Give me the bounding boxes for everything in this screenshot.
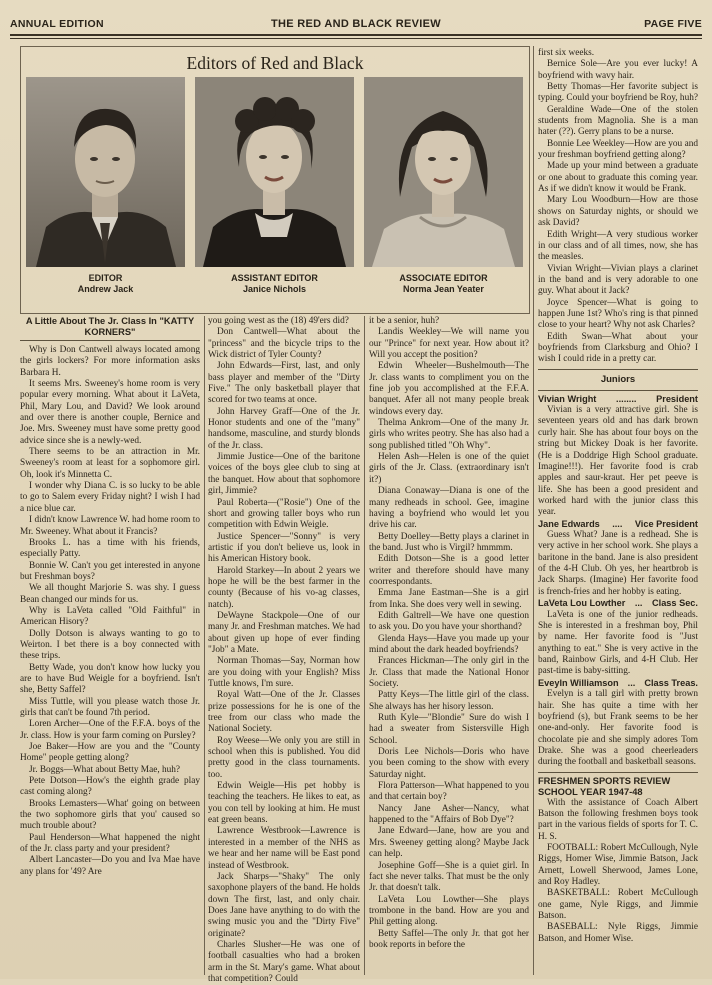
sports-item: BASEBALL: Nyle Riggs, Jimmie Batson, and Homer Wise. xyxy=(538,922,698,944)
officer-name: Eveyln Williamson xyxy=(538,677,619,688)
officer-bio: Vivian is a very attractive girl. She is seventeen years old and has dark brown curly hair. She has about four boys on the string but Mickey Doak is her favorite. (He is a Doddrige High School graduate. Imagine!!!). Her favorite food is crab apples and saur-kraut. Her pet peeve is life. She has been a good president and worked hard with the junior class this year. xyxy=(538,405,698,518)
column-rule xyxy=(204,316,205,975)
officer-dots: ........ xyxy=(616,393,637,404)
paragraph: it be a senior, huh? xyxy=(369,316,440,326)
paragraph: Vivian Wright—Vivian plays a clarinet in the band and is very adorable to one guy. What about it Jack? xyxy=(538,263,698,297)
korners-column-3 xyxy=(369,316,529,977)
assistant-editor-role: ASSISTANT EDITOR xyxy=(231,273,318,283)
sports-item: BASKETBALL: Robert McCullough one game, Nyle Riggs, and Jimmie Batson. xyxy=(538,888,698,922)
sports-intro: With the assistance of Coach Albert Batson the following freshmen boys took part in the various fields of sports for T. C. H. S. xyxy=(538,797,698,842)
column-rule xyxy=(364,316,365,975)
korners-heading-rule xyxy=(20,340,200,341)
associate-editor-photo xyxy=(364,77,523,267)
paragraph: Brooks Lemasters—What' going on between the two sophomore girls that you' caused so much trouble about? xyxy=(20,798,200,832)
header-rule xyxy=(10,34,702,36)
paragraph: Miss Tuttle, will you please watch those Jr. girls that can't be found 7th period. xyxy=(20,696,200,718)
paragraph: Edith Galtrell—We have one question to ask you. Do you have your shorthand? xyxy=(369,610,529,633)
editor-photo xyxy=(26,77,185,267)
right-column xyxy=(538,48,698,977)
paragraph: Paul Roberta—("Rosie") One of the short and growing taller boys who run competition with Edwin Weigle. xyxy=(208,497,360,531)
section-rule xyxy=(538,390,698,391)
header-edition: ANNUAL EDITION xyxy=(10,18,104,30)
paragraph: Charles Slusher—He was one of football casualties who had a broken arm in the St. Mary's game. What about that competition? Could xyxy=(208,939,360,984)
header-page-number: PAGE FIVE xyxy=(644,18,702,30)
paragraph: Glenda Hays—Have you made up your mind about the dark headed boyfriends? xyxy=(369,633,529,655)
paragraph: John Harvey Graff—One of the Jr. Honor students and one of the "many" handsome, masculine, and sturdy blonds of the Jr. class. xyxy=(208,406,360,451)
paragraph: Geraldine Wade—One of the stolen students from Magnolia. She is a man hater (??). Gerry plans to be a nurse. xyxy=(538,104,698,138)
paragraph: Justice Spencer—"Sonny" is very artistic if you don't believe us, look in his American History book. xyxy=(208,531,360,565)
associate-editor-role: ASSOCIATE EDITOR xyxy=(399,273,488,283)
officer-line xyxy=(538,678,698,690)
juniors-heading: Juniors xyxy=(600,373,636,385)
paragraph: first six weeks. xyxy=(538,48,595,58)
paragraph: Betty Thomas—Her favorite subject is typing. Could your boyfriend be Roy, huh? xyxy=(538,82,699,104)
paragraph: Made up your mind between a graduate or one about to graduate this coming year. As if we didn't know it would be Frank. xyxy=(538,161,698,195)
officer-line xyxy=(538,598,698,610)
paragraph: Ruth Kyle—"Blondie" Sure do wish I had a sweater from Sistersville High School. xyxy=(369,713,529,746)
associate-editor-name: Norma Jean Yeater xyxy=(403,284,484,294)
paragraph: DeWayne Stackpole—One of our many Jr. and Freshman matches. We had about given up hope of ever finding "Job" a Mate. xyxy=(208,610,360,655)
assistant-editor-caption xyxy=(195,273,354,295)
section-rule xyxy=(538,369,698,370)
paragraph: Lawrence Westbrook—Lawrence is interested in a member of the NHS as we hear and her name will be East pond instead of Westbrook. xyxy=(208,826,360,871)
paragraph: Roy Weese—We only you are still in school when this is published. You did pretty good in the class tournaments. too. xyxy=(208,735,360,780)
sports-item: FOOTBALL: Robert McCullough, Nyle Riggs, Homer Wise, Jimmie Batson, Jack Arnett, Lowell Sherwood, James Lone, and Roy Hadley. xyxy=(538,842,698,887)
officer-title: President xyxy=(656,393,698,404)
editors-title: Editors of Red and Black xyxy=(186,53,364,73)
paragraph: Bernice Sole—Are you ever lucky! A boyfriend with wavy hair. xyxy=(538,59,698,81)
page-header xyxy=(10,14,702,36)
paragraph: Bonnie W. Can't you get interested in anyone but Freshman boys? xyxy=(20,560,200,582)
officer-name: LaVeta Lou Lowther xyxy=(538,598,626,609)
paragraph: It seems Mrs. Sweeney's home room is very popular every morning. What about it LaVeta, Phil, Mary Lou, and David? We look around and over there is another couple, Bernice and Joe. Mrs. Sweeney must have some pretty good advice since she is a newly-wed. xyxy=(20,379,200,446)
officer-name: Vivian Wright xyxy=(538,393,597,404)
korners-column-1 xyxy=(20,316,200,977)
paragraph: Flora Patterson—What happened to you and that certain boy? xyxy=(369,781,529,803)
paragraph: Don Cantwell—What about the "princess" and the bicycle trips to the Wick district of Tyler County? xyxy=(208,327,360,361)
paragraph: Emma Jane Eastman—She is a girl from Inka. She does very well in sewing. xyxy=(369,588,529,610)
paragraph: Betty Wade, you don't know how lucky you are to have Bud Weigle for a boyfriend. Isn't she, Betty Saffel? xyxy=(20,662,200,696)
paragraph: Patty Keys—The little girl of the class. She always has her hisory lesson. xyxy=(369,690,529,712)
paragraph: Joyce Spencer—What is going to happen June 1st? Who's ring is that pinned close to your heart? Why not ask Charles? xyxy=(538,297,698,331)
paragraph: We all thought Marjorie S. was shy. I guess Bean changed our minds for us. xyxy=(20,583,200,605)
sports-heading: FRESHMEN SPORTS REVIEW SCHOOL YEAR 1947-48 xyxy=(538,775,671,797)
header-paper-title: THE RED AND BLACK REVIEW xyxy=(271,18,441,30)
paragraph: Edith Wright—A very studious worker in our class and of all times, now, she has the measles. xyxy=(538,229,698,263)
paragraph: Pete Dotson—How's the eighth grade play cast coming along? xyxy=(20,776,200,798)
paragraph: Frances Hickman—The only girl in the Jr. Class that made the National Honor Society. xyxy=(369,656,529,689)
paragraph: I didn't know Lawrence W. had home room to Mr. Sweeney. What about it Francis? xyxy=(20,515,200,537)
paragraph: John Edwards—First, last, and only bass player and member of the "Dirty Five." The only basketball player that scored for two teams at once. xyxy=(208,361,360,406)
officer-dots: ... xyxy=(627,677,636,688)
paragraph: Harold Starkey—In about 2 years we hope he will be the best farmer in the county (Because of his vo-ag classes, natch). xyxy=(208,565,360,610)
header-rule-thin xyxy=(10,38,702,39)
paragraph: Helen Ash—Helen is one of the quiet girls of the Jr. Class. (extraordinary isn't it?) xyxy=(369,452,529,485)
paragraph: Dolly Dotson is always wanting to go to Weirton. I bet there is a boy connected with these trips. xyxy=(20,628,200,662)
korners-heading: A Little About The Jr. Class In "KATTY KORNERS" xyxy=(25,316,195,337)
officer-bio: Guess What? Jane is a redhead. She is very active in her school work. She plays a baritone in the band. Jane is also president of the 4-H Club. Oh yes, her heartbrob is Jack Sharps. (Imagine) Her favorite food is french-fries and her hobby is eating. xyxy=(538,530,698,597)
paragraph: LaVeta Lou Lowther—She plays trombone in the band. How are you and Phil getting along. xyxy=(369,894,529,928)
paragraph: Brooks L. has a time with his friends, especially Patty. xyxy=(20,537,200,560)
paragraph: Jr. Boggs—What about Betty Mae, huh? xyxy=(29,764,181,775)
paragraph: Jack Sharps—"Shaky" The only saxophone players of the band. He holds down The first, last, and only chair. Does Jane have anything to do with the swing music you and the "Dirty Five" originate? xyxy=(208,871,360,939)
paragraph: Jane Edward—Jane, how are you and Mrs. Sweeney getting along? Maybe Jack can help. xyxy=(369,826,529,860)
paragraph: Edith Dotson—She is a good letter writer and therefore should have many coorrespondants. xyxy=(369,554,529,587)
editor-name: Andrew Jack xyxy=(77,284,134,294)
paragraph: Royal Watt—One of the Jr. Classes prize possessions for he is one of the tree from our class who made the National Society. xyxy=(208,690,360,735)
paragraph: Paul Henderson—What happened the night of the Jr. class party and your president? xyxy=(20,832,200,855)
officer-line xyxy=(538,394,698,406)
section-rule xyxy=(538,772,698,773)
paragraph: Why is LaVeta called "Old Faithful" in American Hisory? xyxy=(20,605,200,628)
officer-dots: ... xyxy=(634,598,643,609)
paragraph: Diana Conaway—Diana is one of the many redheads in school. Gee, imagine having a boyfriend who would let you drive his car. xyxy=(369,486,529,531)
paragraph: Edith Swan—What about your boyfriends from Clarksburg and Ohio? I wish I could ride in a pretty car. xyxy=(538,331,698,365)
paragraph: Betty Saffel—The only Jr. that got her book reports in before the xyxy=(369,928,529,950)
paragraph: Loren Archer—One of the F.F.A. boys of the Jr. class. How is your farm coming on Pursley? xyxy=(20,719,200,741)
paragraph: Thelma Ankrom—One of the many Jr. girls who writes peotry. She has also had a song published titled "Oh Why". xyxy=(369,418,529,451)
paragraph: Edwin Weigle—His pet hobby is teaching the teachers. He likes to eat, as you con tell by looking at him. He must eat green beans. xyxy=(208,781,360,826)
officer-title: Class Treas. xyxy=(644,677,698,688)
assistant-editor-photo xyxy=(195,77,354,267)
associate-editor-caption xyxy=(364,273,523,295)
paragraph: you going west as the (18) 49'ers did? xyxy=(208,316,349,326)
paragraph: Norman Thomas—Say, Norman how are you doing with your English? Miss Tuttle knows, I'm sure. xyxy=(208,656,360,689)
officer-dots: .... xyxy=(612,518,623,529)
paragraph: Josephine Goff—She is a quiet girl. In fact she never talks. That must be the only Jr. that doesn't talk. xyxy=(369,860,529,894)
officer-bio: LaVeta is one of the junior redheads. She is interested in a freshman boy, Phil by name. Her favorite food is "Just anything to eat." She is very active in the band, Rainbow Girls, and 4-H Club. Her past-time is baby-sitting. xyxy=(538,609,698,677)
assistant-editor-name: Janice Nichols xyxy=(242,284,307,294)
paragraph: Edwin Wheeler—Bushelmouth—The Jr. class wants to compliment you on the fine job you accomplished at the F.F.A. banquet. Afer all not many people break windows every day. xyxy=(369,361,529,417)
paragraph: Nancy Jane Asher—Nancy, what happened to the "Affairs of Bob Dye"? xyxy=(369,803,529,826)
paragraph: Doris Lee Nichols—Doris who have you been coming to the show with every Saturday night. xyxy=(369,747,529,780)
paragraph: Why is Don Cantwell always located among the girls lockers? For more information asks Barbara H. xyxy=(20,345,200,378)
paragraph: Joe Baker—How are you and the "County Home" people getting along? xyxy=(20,742,200,764)
editor-role: EDITOR xyxy=(88,273,123,283)
officer-name: Jane Edwards xyxy=(538,518,600,529)
paragraph: Mary Lou Woodburn—How are those shows on Saturday nights, or should we ask David? xyxy=(538,195,698,229)
paragraph: Jimmie Justice—One of the baritone voices of the boys glee club to sing at the banquet. How about that sophomore girl, Jimmie? xyxy=(208,452,360,497)
paragraph: There seems to be an attraction in Mr. Sweeney's room at least for a sophomore girl. Oh, look it's Minnetta C. xyxy=(20,447,200,480)
editor-caption xyxy=(26,273,185,295)
editors-box xyxy=(20,46,530,314)
paragraph: Landis Weekley—We will name you our "Prince" for next year. How about it? Will you accept the position? xyxy=(369,327,529,361)
officer-title: Class Sec. xyxy=(652,598,698,609)
column-rule xyxy=(533,46,534,975)
paragraph: Bonnie Lee Weekley—How are you and your freshman boyfriend getting along? xyxy=(538,138,698,161)
officer-bio: Evelyn is a tall girl with pretty brown hair. She has quite a time with her boyfriend (s), but Frank seems to be her one-and-only. Her favorite food is chocolate pie and she simply adores Tom Drake. She was a good cheerleaders during the football and basketball seasons. xyxy=(538,689,698,768)
paragraph: I wonder why Diana C. is so lucky to be able to go to Salem every Friday night? I wish I had a nice blue car. xyxy=(20,481,200,514)
officer-title: Vice President xyxy=(634,518,698,529)
officer-line xyxy=(538,519,698,531)
korners-column-2 xyxy=(208,316,360,984)
paragraph: Albert Lancaster—Do you and Iva Mae have any plans for '49? Are xyxy=(20,855,200,877)
paragraph: Betty Doelley—Betty plays a clarinet in the band. Just who is Virgil? hmmmm. xyxy=(369,531,529,553)
